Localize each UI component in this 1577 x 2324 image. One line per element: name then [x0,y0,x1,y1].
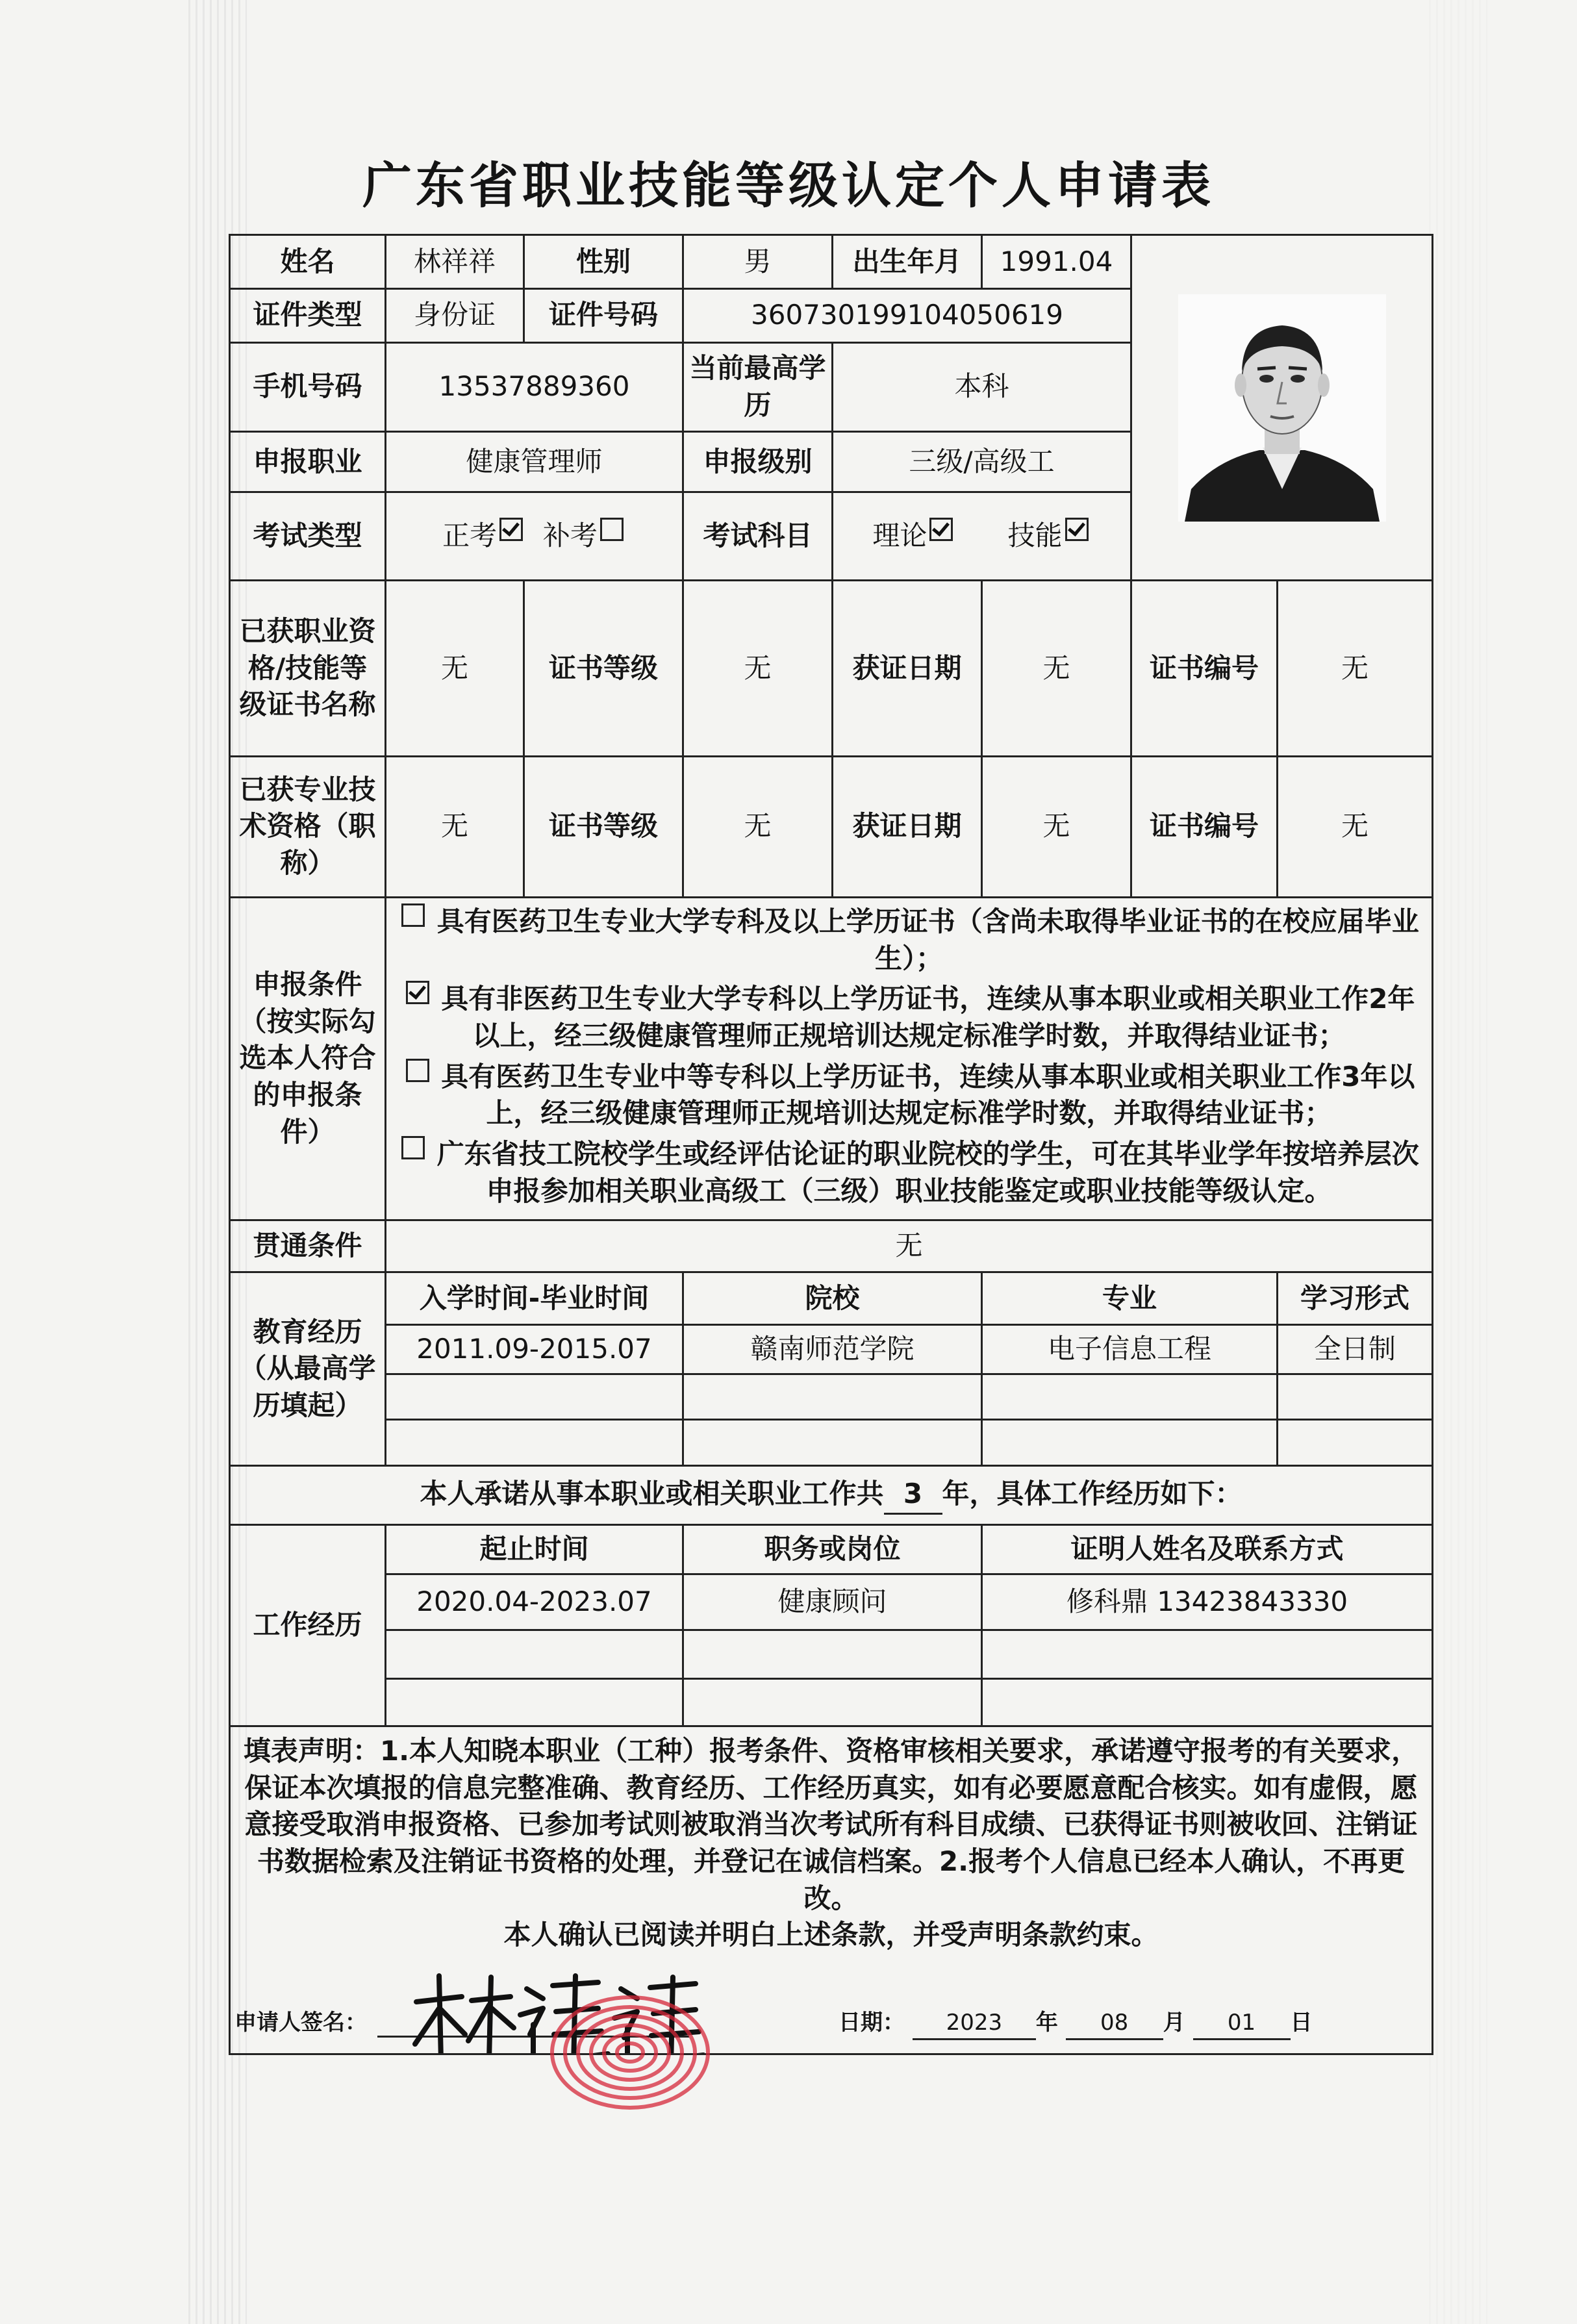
work-period[interactable]: 2020.04-2023.07 [386,1574,683,1630]
theory-checkbox[interactable] [929,518,953,541]
work-header-row [230,1525,1433,1574]
work-reference[interactable]: 修科鼎 13423843330 [982,1574,1433,1630]
work-reference[interactable] [982,1630,1433,1679]
condition-1-checkbox[interactable] [401,903,425,927]
edu-header-row [230,1272,1433,1325]
work-promise-suffix: 年，具体工作经历如下： [942,1478,1243,1510]
signature-row [234,1969,1428,2047]
signature-label: 申请人签名： [234,2010,367,2036]
cert-level-label: 证书等级 [524,756,683,897]
edu-major[interactable]: 电子信息工程 [982,1325,1278,1374]
edu-header-school: 院校 [683,1272,982,1325]
date-year[interactable]: 2023 [913,2008,1036,2040]
condition-3-checkbox[interactable] [406,1059,429,1082]
condition-2-checkbox[interactable] [406,981,429,1004]
edu-header-mode: 学习形式 [1278,1272,1433,1325]
work-period[interactable] [386,1679,683,1726]
edu-school[interactable]: 赣南师范学院 [683,1325,982,1374]
vocational-cert-label: 已获职业资格/技能等级证书名称 [230,581,386,757]
edu-school[interactable] [683,1420,982,1466]
application-form [229,234,1433,2055]
edu-header-major: 专业 [982,1272,1278,1325]
regular-exam-label: 正考 [442,520,498,552]
phone-label: 手机号码 [230,342,386,431]
work-position[interactable] [683,1630,982,1679]
exam-subject-options [833,492,1131,580]
declaration-confirm: 本人确认已阅读并明白上述条款，并受声明条款约束。 [503,1919,1159,1951]
regular-exam-checkbox[interactable] [499,518,523,541]
technical-cert-level[interactable]: 无 [683,756,833,897]
condition-item [390,981,1428,1054]
cert-date-label: 获证日期 [833,756,982,897]
retake-exam-label: 补考 [542,520,598,552]
exam-subject-label: 考试科目 [683,492,833,580]
row-name [230,235,1433,289]
technical-cert-date[interactable]: 无 [982,756,1131,897]
theory-label: 理论 [872,520,927,552]
table-row [230,1420,1433,1466]
vocational-cert-name[interactable]: 无 [386,581,524,757]
scan-artifact [1429,0,1487,2324]
work-reference[interactable] [982,1679,1433,1726]
table-row [230,1574,1433,1630]
technical-cert-no[interactable]: 无 [1278,756,1433,897]
date-day-unit: 日 [1290,2010,1313,2036]
edu-mode[interactable] [1278,1374,1433,1420]
condition-item [390,1136,1428,1209]
work-promise-row [230,1466,1433,1525]
date-month-unit: 月 [1163,2010,1185,2036]
work-position[interactable] [683,1679,982,1726]
technical-cert-name[interactable]: 无 [386,756,524,897]
id-type-value[interactable]: 身份证 [386,288,524,342]
conditions-list [386,897,1433,1220]
work-label: 工作经历 [230,1525,386,1726]
vocational-cert-no[interactable]: 无 [1278,581,1433,757]
vocational-cert-level[interactable]: 无 [683,581,833,757]
condition-2-text: 具有非医药卫生专业大学专科以上学历证书，连续从事本职业或相关职业工作2年以上，经三级健康管理师正规培训达规定标准学时数，并取得结业证书； [441,983,1415,1052]
edu-value[interactable]: 本科 [833,342,1131,431]
date-label: 日期： [839,2010,905,2036]
table-row [230,1325,1433,1374]
work-promise [230,1466,1433,1525]
declaration-row [230,1726,1433,2054]
name-label: 姓名 [230,235,386,289]
cert-date-label: 获证日期 [833,581,982,757]
work-header-position: 职务或岗位 [683,1525,982,1574]
work-position[interactable]: 健康顾问 [683,1574,982,1630]
birth-value[interactable]: 1991.04 [982,235,1131,289]
row-through [230,1220,1433,1272]
edu-period[interactable] [386,1420,683,1466]
conditions-label: 申报条件（按实际勾选本人符合的申报条件） [230,897,386,1220]
photo-cell [1131,235,1433,581]
through-label: 贯通条件 [230,1220,386,1272]
name-value[interactable]: 林祥祥 [386,235,524,289]
edu-header-period: 入学时间-毕业时间 [386,1272,683,1325]
phone-value[interactable]: 13537889360 [386,342,683,431]
gender-label: 性别 [524,235,683,289]
edu-label: 当前最高学历 [683,342,833,431]
date-day[interactable]: 01 [1193,2008,1291,2040]
work-promise-prefix: 本人承诺从事本职业或相关职业工作共 [420,1478,884,1510]
education-label: 教育经历（从最高学历填起） [230,1272,386,1466]
skill-checkbox[interactable] [1065,518,1089,541]
vocational-cert-date[interactable]: 无 [982,581,1131,757]
edu-mode[interactable] [1278,1420,1433,1466]
table-row [230,1630,1433,1679]
work-years[interactable]: 3 [884,1476,942,1515]
level-label: 申报级别 [683,431,833,492]
cert-no-label: 证书编号 [1131,756,1278,897]
row-vocational-cert [230,581,1433,757]
person-photo-icon [1178,294,1386,522]
table-row [230,1679,1433,1726]
job-label: 申报职业 [230,431,386,492]
condition-4-text: 广东省技工院校学生或经评估论证的职业院校的学生，可在其毕业学年按培养层次申报参加相关职业高级工（三级）职业技能鉴定或职业技能等级认定。 [436,1138,1419,1207]
date-area [839,2008,1313,2040]
id-type-label: 证件类型 [230,288,386,342]
condition-4-checkbox[interactable] [401,1136,425,1159]
declaration [230,1726,1433,2054]
retake-exam-checkbox[interactable] [600,518,624,541]
work-header-reference: 证明人姓名及联系方式 [982,1525,1433,1574]
row-technical-cert [230,756,1433,897]
declaration-text: 填表声明：1.本人知晓本职业（工种）报考条件、资格审核相关要求，承诺遵守报考的有关要求，保证本次填报的信息完整准确、教育经历、工作经历真实，如有必要愿意配合核实。如有虚假，愿意接受取消申报资格、已参加考试则被取消当次考试所有科目成绩、已获得证书则被收回、注销证书数据检索及注销证书资格的处理，并登记在诚信档案。2.报考个人信息已经本人确认，不再更改。 [243,1734,1419,1914]
edu-period[interactable]: 2011.09-2015.07 [386,1325,683,1374]
table-row [230,1374,1433,1420]
date-year-unit: 年 [1035,2010,1058,2036]
exam-type-options [386,492,683,580]
id-no-label: 证件号码 [524,288,683,342]
gender-value[interactable]: 男 [683,235,833,289]
edu-major[interactable] [982,1374,1278,1420]
id-no-value[interactable]: 360730199104050619 [683,288,1131,342]
cert-no-label: 证书编号 [1131,581,1278,757]
edu-major[interactable] [982,1420,1278,1466]
condition-item [390,903,1428,977]
technical-cert-label: 已获专业技术资格（职称） [230,756,386,897]
condition-3-text: 具有医药卫生专业中等专科以上学历证书，连续从事本职业或相关职业工作3年以上，经三级健康管理师正规培训达规定标准学时数，并取得结业证书； [441,1060,1415,1130]
date-month[interactable]: 08 [1066,2008,1163,2040]
job-value[interactable]: 健康管理师 [386,431,683,492]
work-header-period: 起止时间 [386,1525,683,1574]
condition-1-text: 具有医药卫生专业大学专科及以上学历证书（含尚未取得毕业证书的在校应届毕业生）； [436,905,1419,974]
cert-level-label: 证书等级 [524,581,683,757]
level-value[interactable]: 三级/高级工 [833,431,1131,492]
form-title: 广东省职业技能等级认定个人申请表 [362,157,1215,214]
row-conditions [230,897,1433,1220]
birth-label: 出生年月 [833,235,982,289]
condition-item [390,1059,1428,1132]
applicant-photo [1178,294,1386,522]
edu-school[interactable] [683,1374,982,1420]
work-period[interactable] [386,1630,683,1679]
skill-label: 技能 [1007,520,1063,552]
through-value[interactable]: 无 [386,1220,1433,1272]
edu-period[interactable] [386,1374,683,1420]
exam-type-label: 考试类型 [230,492,386,580]
fingerprint-seal-icon [533,1981,727,2124]
edu-mode[interactable]: 全日制 [1278,1325,1433,1374]
